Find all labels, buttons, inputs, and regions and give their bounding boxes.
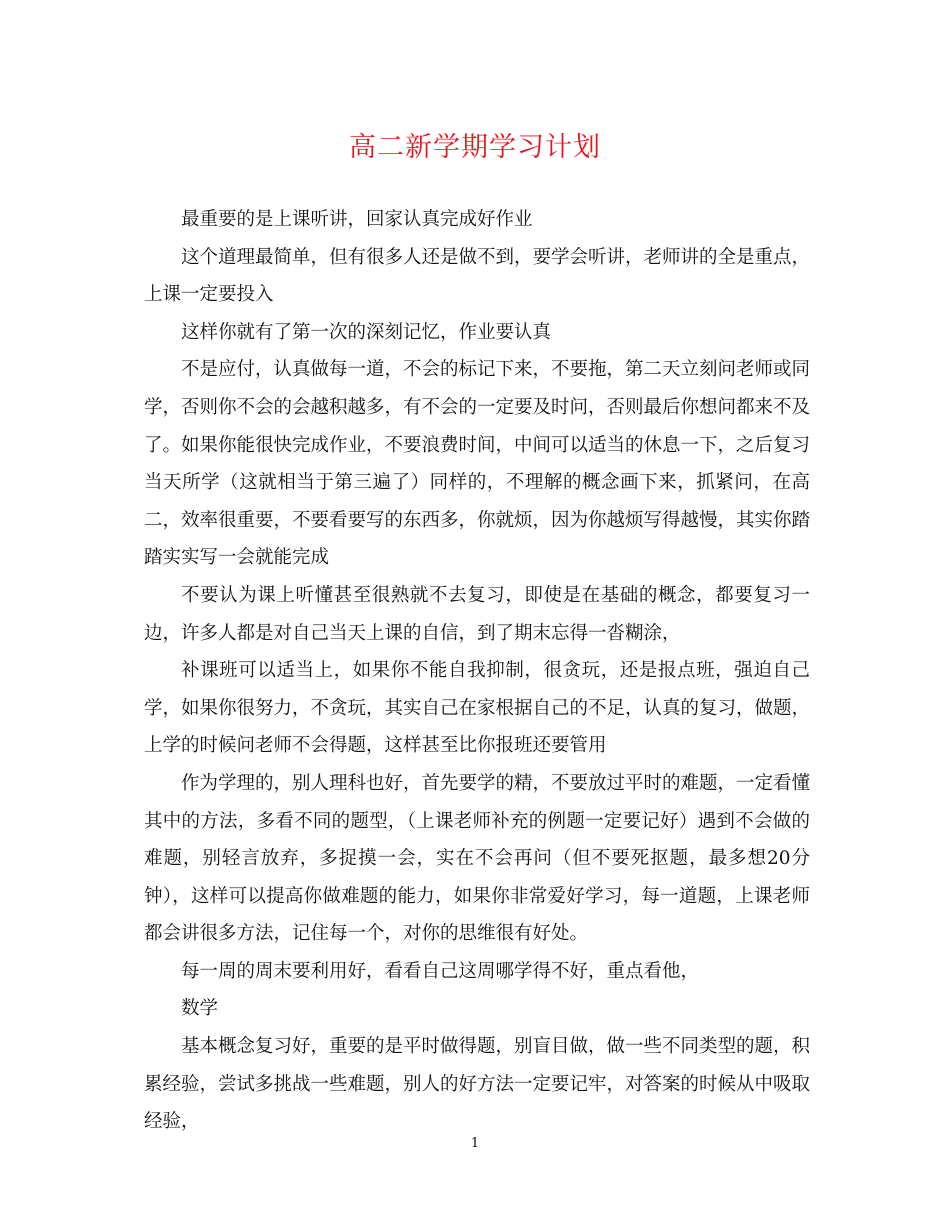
paragraph: 不要认为课上听懂甚至很熟就不去复习，即使是在基础的概念，都要复习一边，许多人都是对自己当天上课的自信，到了期末忘得一沓糊涂，	[144, 584, 810, 644]
paragraph: 这个道理最简单，但有很多人还是做不到，要学会听讲，老师讲的全是重点，上课一定要投入	[144, 246, 811, 306]
document-title: 高二新学期学习计划	[349, 132, 601, 163]
paragraph: 最重要的是上课听讲，回家认真完成好作业	[181, 209, 533, 230]
paragraph: 不是应付，认真做每一道，不会的标记下来，不要拖，第二天立刻问老师或同学，否则你不会的会越积越多，有不会的一定要及时问，否则最后你想问都来不及了。如果你能很快完成作业，不要浪费时间，中间可以适当的休息一下，之后复习当天所学（这就相当于第三遍了）同样的，不理解的概念画下来，抓紧问，在高二，效率很重要，不要看要写的东西多，你就烦，因为你越烦写得越慢，其实你踏踏实实写一会就能完成	[144, 359, 811, 569]
paragraph: 作为学理的，别人理科也好，首先要学的精，不要放过平时的难题，一定看懂其中的方法，多看不同的题型，（上课老师补充的例题一定要记好）遇到不会做的难题，别轻言放弃，多捉摸一会，实在不会再问（但不要死抠题，最多想20分钟），这样可以提高你做难题的能力，如果你非常爱好学习，每一道题，上课老师都会讲很多方法，记住每一个，对你的思维很有好处。	[144, 772, 811, 945]
document-body	[144, 201, 810, 1141]
paragraph: 补课班可以适当上，如果你不能自我抑制，很贪玩，还是报点班，强迫自己学，如果你很努力，不贪玩，其实自己在家根据自己的不足，认真的复习，做题，上学的时候问老师不会得题，这样甚至比你报班还要管用	[144, 660, 811, 757]
paragraph: 基本概念复习好，重要的是平时做得题，别盲目做，做一些不同类型的题，积累经验，尝试多挑战一些难题，别人的好方法一定要记牢，对答案的时候从中吸取经验，	[144, 1036, 811, 1133]
paragraph: 数学	[181, 998, 219, 1020]
paragraph: 每一周的周末要利用好，看看自己这周哪学得不好，重点看他，	[181, 960, 700, 982]
paragraph: 这样你就有了第一次的深刻记忆，作业要认真	[181, 321, 552, 343]
page-number: 1	[470, 1136, 480, 1151]
